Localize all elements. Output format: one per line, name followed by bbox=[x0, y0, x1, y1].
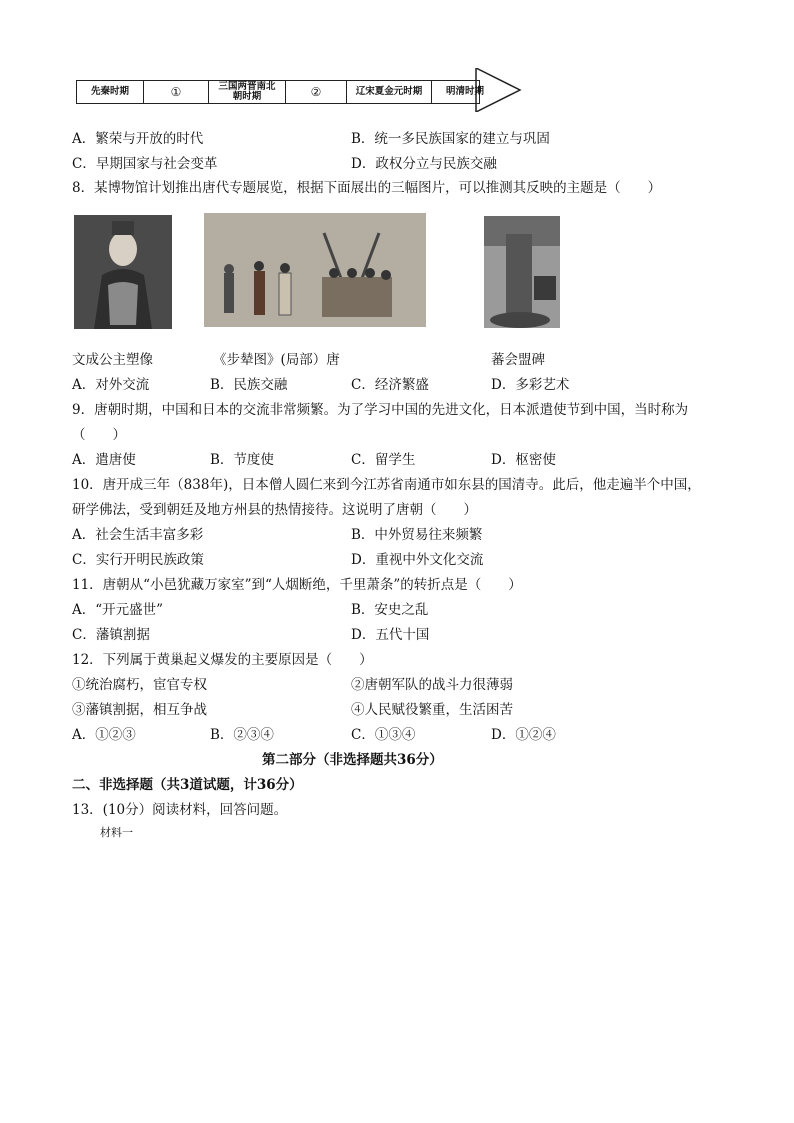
q10-option-d[interactable]: D．重视中外文化交流 bbox=[351, 552, 484, 568]
q12-option-a[interactable]: A．①②③ bbox=[72, 727, 136, 743]
q7-option-d[interactable]: D．政权分立与民族交融 bbox=[351, 156, 497, 172]
q13-stem: 13．(10分）阅读材料，回答问题。 bbox=[72, 802, 288, 818]
stele-illustration bbox=[484, 216, 560, 328]
q12-item-3: ③藩镇割据，相互争战 bbox=[72, 702, 207, 718]
q12-stem: 12．下列属于黄巢起义爆发的主要原因是（ ） bbox=[72, 652, 373, 668]
part2-heading: 第二部分（非选择题共36分） bbox=[262, 752, 443, 768]
q9-option-d[interactable]: D．枢密使 bbox=[491, 452, 556, 468]
timeline-bar bbox=[76, 80, 484, 104]
section-heading: 二、非选择题（共3道试题，计36分） bbox=[72, 777, 303, 793]
statue-illustration bbox=[74, 215, 172, 329]
timeline-cell-blank-1: ① bbox=[144, 81, 209, 103]
caption-painting: 《步辇图》(局部）唐 bbox=[213, 352, 340, 368]
princess-wencheng-statue-image bbox=[74, 215, 172, 329]
q12-option-d[interactable]: D．①②④ bbox=[491, 727, 556, 743]
q10-stem-line2: 研学佛法，受到朝廷及地方州县的热情接待。这说明了唐朝（ ） bbox=[72, 502, 477, 518]
q12-option-c[interactable]: C．①③④ bbox=[351, 727, 416, 743]
q9-stem-line2: （ ） bbox=[72, 427, 126, 443]
timeline-cell-xianqin: 先秦时期 bbox=[77, 81, 144, 103]
timeline-cell-sanguo: 三国两晋南北朝时期 bbox=[209, 81, 286, 103]
q11-option-a[interactable]: A．“开元盛世” bbox=[72, 602, 164, 618]
q11-option-c[interactable]: C．藩镇割据 bbox=[72, 627, 150, 643]
q12-item-2: ②唐朝军队的战斗力很薄弱 bbox=[351, 677, 513, 693]
caption-statue: 文成公主塑像 bbox=[72, 352, 153, 368]
bunian-tu-painting-image bbox=[204, 213, 426, 327]
q10-option-a[interactable]: A．社会生活丰富多彩 bbox=[72, 527, 204, 543]
q8-option-d[interactable]: D．多彩艺术 bbox=[491, 377, 570, 393]
q8-stem: 8．某博物馆计划推出唐代专题展览，根据下面展出的三幅图片，可以推测其反映的主题是（ ） bbox=[72, 180, 662, 196]
q10-option-c[interactable]: C．实行开明民族政策 bbox=[72, 552, 204, 568]
q10-option-b[interactable]: B．中外贸易往来频繁 bbox=[351, 527, 483, 543]
q9-option-a[interactable]: A．遣唐使 bbox=[72, 452, 136, 468]
q8-option-a[interactable]: A．对外交流 bbox=[72, 377, 150, 393]
q11-option-d[interactable]: D．五代十国 bbox=[351, 627, 430, 643]
q7-option-a[interactable]: A．繁荣与开放的时代 bbox=[72, 131, 204, 147]
q11-stem: 11．唐朝从“小邑犹藏万家室”到“人烟断绝，千里萧条”的转折点是（ ） bbox=[72, 577, 522, 593]
q7-option-c[interactable]: C．早期国家与社会变革 bbox=[72, 156, 218, 172]
q10-stem-line1: 10．唐开成三年（838年)，日本僧人圆仁来到今江苏省南通市如东县的国清寺。此后，他走遍半个中国， bbox=[72, 477, 701, 493]
q9-option-b[interactable]: B．节度使 bbox=[210, 452, 274, 468]
tubo-alliance-stele-image bbox=[484, 216, 560, 328]
timeline-cell-blank-2: ② bbox=[286, 81, 347, 103]
q8-option-b[interactable]: B．民族交融 bbox=[210, 377, 288, 393]
timeline-diagram bbox=[76, 68, 522, 112]
q12-item-1: ①统治腐朽，宦官专权 bbox=[72, 677, 207, 693]
q12-option-b[interactable]: B．②③④ bbox=[210, 727, 274, 743]
q7-option-b[interactable]: B．统一多民族国家的建立与巩固 bbox=[351, 131, 550, 147]
material-label: 材料一 bbox=[100, 826, 133, 839]
painting-illustration bbox=[204, 213, 426, 327]
q11-option-b[interactable]: B．安史之乱 bbox=[351, 602, 429, 618]
timeline-cell-mingqing: 明清时期 bbox=[445, 86, 484, 97]
caption-stele: 蕃会盟碑 bbox=[491, 352, 545, 368]
q9-option-c[interactable]: C．留学生 bbox=[351, 452, 416, 468]
q9-stem-line1: 9．唐朝时期，中国和日本的交流非常频繁。为了学习中国的先进文化，日本派遣使节到中国，当时称为 bbox=[72, 402, 689, 418]
timeline-cell-liaosong: 辽宋夏金元时期 bbox=[347, 81, 432, 103]
q8-option-c[interactable]: C．经济繁盛 bbox=[351, 377, 429, 393]
q12-item-4: ④人民赋役繁重，生活困苦 bbox=[351, 702, 513, 718]
